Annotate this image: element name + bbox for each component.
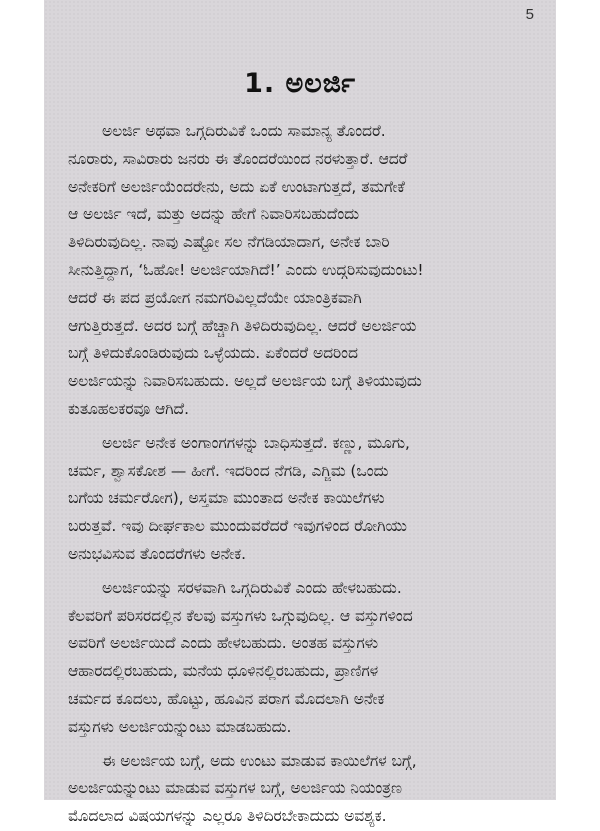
text-line: ಅನುಭವಿಸುವ ತೊಂದರೆಗಳು ಅನೇಕ. (68, 544, 247, 563)
text-line: ಅನೇಕರಿಗೆ ಅಲರ್ಜಿಯೆಂದರೇನು, ಅದು ಏಕೆ ಉಂಟಾಗುತ್ತದೆ, ತಮಗೇಕೆ (68, 177, 405, 196)
paragraph (68, 575, 538, 742)
text-line: ಆಗುತ್ತಿರುತ್ತದೆ. ಅದರ ಬಗ್ಗೆ ಹೆಚ್ಚಾಗಿ ತಿಳಿದಿರುವುದಿಲ್ಲ. ಆದರೆ ಅಲರ್ಜಿಯ (68, 316, 417, 335)
text-line: ಆಹಾರದಲ್ಲಿರಬಹುದು, ಮನೆಯ ಧೂಳಿನಲ್ಲಿರಬಹುದು, ಪ್ರಾಣಿಗಳ (68, 662, 379, 681)
text-line: ಈ ಅಲರ್ಜಿಯ ಬಗ್ಗೆ, ಅದು ಉಂಟು ಮಾಡುವ ಕಾಯಿಲೆಗಳ ಬಗ್ಗೆ, (102, 751, 417, 770)
chapter-title: 1. ಅಲರ್ಜಿ (244, 68, 356, 99)
text-line: ಅಲರ್ಜಿ ಅಥವಾ ಒಗ್ಗದಿರುವಿಕೆ ಒಂದು ಸಾಮಾನ್ಯ ತೊಂದರೆ. (102, 122, 386, 140)
text-line: ಮೊದಲಾದ ವಿಷಯಗಳನ್ನು ಎಲ್ಲರೂ ತಿಳಿದಿರಬೇಕಾದುದು ಅವಶ್ಯಕ. (68, 807, 387, 826)
chapter-body (68, 118, 538, 831)
paragraph (68, 748, 538, 831)
text-line: ಆ ಅಲರ್ಜಿ ಇದೆ, ಮತ್ತು ಅದನ್ನು ಹೇಗೆ ನಿವಾರಿಸಬಹುದೆಂದು (68, 205, 360, 224)
text-line: ಅವರಿಗೆ ಅಲರ್ಜಿಯಿದೆ ಎಂದು ಹೇಳಬಹುದು. ಅಂತಹ ವಸ್ತುಗಳು (68, 634, 379, 653)
text-line: ಅಲರ್ಜಿಯನ್ನುಂಟು ಮಾಡುವ ವಸ್ತುಗಳ ಬಗ್ಗೆ, ಅಲರ್ಜಿಯ ನಿಯಂತ್ರಣ (68, 779, 402, 798)
page-number: 5 (525, 6, 534, 23)
paragraph (68, 118, 538, 424)
text-line: ಕುತೂಹಲಕರವೂ ಆಗಿದೆ. (68, 399, 190, 418)
text-line: ವಸ್ತುಗಳು ಅಲರ್ಜಿಯನ್ನುಂಟು ಮಾಡಬಹುದು. (68, 717, 292, 736)
text-line: ಬಗೆಯ ಚರ್ಮರೋಗ), ಅಸ್ತಮಾ ಮುಂತಾದ ಅನೇಕ ಕಾಯಿಲೆಗಳು (68, 489, 385, 508)
text-line: ಬರುತ್ತವೆ. ಇವು ದೀರ್ಘಕಾಲ ಮುಂದುವರೆದರೆ ಇವುಗಳಿಂದ ರೋಗಿಯು (68, 517, 407, 536)
text-line: ಆದರೆ ಈ ಪದ ಪ್ರಯೋಗ ನಮಗರಿವಿಲ್ಲದೆಯೇ ಯಾಂತ್ರಿಕವಾಗಿ (68, 288, 362, 307)
text-line: ಅಲರ್ಜಿಯನ್ನು ನಿವಾರಿಸಬಹುದು. ಅಲ್ಲದೆ ಅಲರ್ಜಿಯ ಬಗ್ಗೆ ತಿಳಿಯುವುದು (68, 372, 422, 391)
text-line: ತಿಳಿದಿರುವುದಿಲ್ಲ. ನಾವು ಎಷ್ಟೋ ಸಲ ನೆಗಡಿಯಾದಾಗ, ಅನೇಕ ಬಾರಿ (68, 233, 390, 252)
text-line: ಬಗ್ಗೆ ತಿಳಿದುಕೊಂಡಿರುವುದು ಒಳ್ಳೆಯದು. ಏಕೆಂದರೆ ಅದರಿಂದ (68, 344, 358, 363)
text-line: ಕೆಲವರಿಗೆ ಪರಿಸರದಲ್ಲಿನ ಕೆಲವು ವಸ್ತುಗಳು ಒಗ್ಗುವುದಿಲ್ಲ. ಆ ವಸ್ತುಗಳಿಂದ (68, 606, 413, 625)
paragraph (68, 430, 538, 569)
text-line: ನೂರಾರು, ಸಾವಿರಾರು ಜನರು ಈ ತೊಂದರೆಯಿಂದ ನರಳುತ್ತಾರೆ. ಆದರೆ (68, 149, 408, 168)
text-line: ಸೀನುತ್ತಿದ್ದಾಗ, ‘ಓಹೋ! ಅಲರ್ಜಿಯಾಗಿದೆ!’ ಎಂದು ಉದ್ಗರಿಸುವುದುಂಟು! (68, 260, 424, 279)
text-line: ಚರ್ಮದ ಕೂದಲು, ಹೊಟ್ಟು, ಹೂವಿನ ಪರಾಗ ಮೊದಲಾಗಿ ಅನೇಕ (68, 689, 385, 708)
text-line: ಚರ್ಮ, ಶ್ವಾಸಕೋಶ — ಹೀಗೆ. ಇದರಿಂದ ನೆಗಡಿ, ಎಗ್ಜಿಮ (ಒಂದು (68, 461, 389, 480)
text-line: ಅಲರ್ಜಿ ಅನೇಕ ಅಂಗಾಂಗಗಳನ್ನು ಬಾಧಿಸುತ್ತದೆ. ಕಣ್ಣು, ಮೂಗು, (102, 433, 410, 452)
book-page (44, 0, 556, 826)
text-line: ಅಲರ್ಜಿಯನ್ನು ಸರಳವಾಗಿ ಒಗ್ಗದಿರುವಿಕೆ ಎಂದು ಹೇಳಬಹುದು. (102, 578, 402, 597)
